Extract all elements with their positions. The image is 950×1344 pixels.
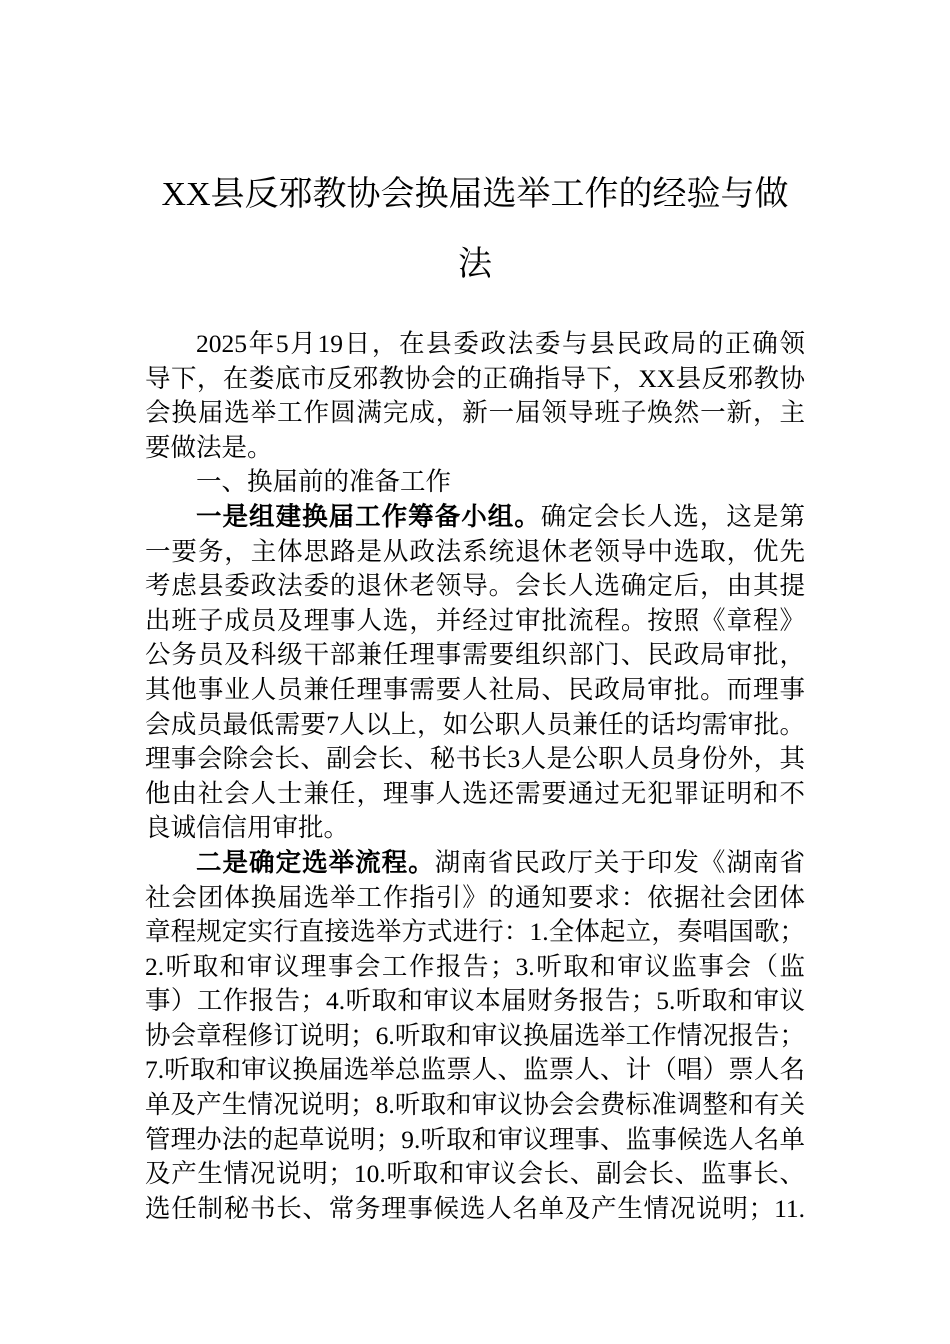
text-line [145,881,805,916]
bold-lead-in: 一是组建换届工作筹备小组。 [196,501,541,531]
line-text: 确定会长人选，这是第 [540,501,805,531]
line-text: 事）工作报告；4.听取和审议本届财务报告；5.听取和审议 [145,986,805,1016]
text-line [145,1088,805,1123]
line-text: 会换届选举工作圆满完成，新一届领导班子焕然一新，主 [145,398,805,428]
text-line [145,535,805,570]
line-text: 公务员及科级干部兼任理事需要组织部门、民政局审批， [145,640,805,670]
line-text: 管理办法的起草说明；9.听取和审议理事、监事候选人名单 [145,1124,805,1154]
text-line [145,465,805,500]
line-text: 选任制秘书长、常务理事候选人名单及产生情况说明；11. [145,1193,805,1223]
line-text: 一要务，主体思路是从政法系统退休老领导中选取，优先 [145,536,805,566]
text-line [145,950,805,985]
document-body [145,327,805,1226]
text-line [145,673,805,708]
text-line [145,1123,805,1158]
text-line [145,742,805,777]
line-text: 湖南省民政厅关于印发《湖南省 [434,847,805,877]
line-text: 协会章程修订说明；6.听取和审议换届选举工作情况报告； [145,1020,805,1050]
line-text: 出班子成员及理事人选，并经过审批流程。按照《章程》 [145,605,805,635]
text-line [145,431,805,466]
document-title [140,160,810,300]
text-line [145,604,805,639]
line-text: 导下，在娄底市反邪教协会的正确指导下，XX县反邪教协 [145,363,805,393]
line-text: 良诚信信用审批。 [145,813,350,843]
text-line [145,638,805,673]
text-line [145,1053,805,1088]
text-line [145,396,805,431]
text-line [145,811,805,846]
line-text: 及产生情况说明；10.听取和审议会长、副会长、监事长、 [145,1159,805,1189]
line-text: 理事会除会长、副会长、秘书长3人是公职人员身份外，其 [145,744,805,774]
line-text: 考虑县委政法委的退休老领导。会长人选确定后，由其提 [145,571,805,601]
text-line [145,1192,805,1227]
bold-lead-in: 二是确定选举流程。 [196,847,435,877]
text-line [145,708,805,743]
line-text: 会成员最低需要7人以上，如公职人员兼任的话均需审批。 [145,709,805,739]
line-text: 要做法是。 [145,432,273,462]
text-line [145,1157,805,1192]
line-text: 7.听取和审议换届选举总监票人、监票人、计（唱）票人名 [145,1055,805,1085]
line-text: 章程规定实行直接选举方式进行：1.全体起立，奏唱国歌； [145,917,805,947]
line-text: 单及产生情况说明；8.听取和审议协会会费标准调整和有关 [145,1090,805,1120]
line-text: 他由社会人士兼任，理事人选还需要通过无犯罪证明和不 [145,778,805,808]
text-line [145,1019,805,1054]
text-line [145,846,805,881]
text-line [145,500,805,535]
text-line [145,569,805,604]
title-line-2: 法 [458,246,492,283]
line-text: 其他事业人员兼任理事需要人社局、民政局审批。而理事 [145,674,805,704]
title-line-1: XX县反邪教协会换届选举工作的经验与做 [161,176,789,213]
text-line [145,777,805,812]
line-text: 社会团体换届选举工作指引》的通知要求：依据社会团体 [145,882,805,912]
line-text: 2025年5月19日，在县委政法委与县民政局的正确领 [196,329,805,358]
text-line [145,915,805,950]
text-line [145,327,805,362]
line-text: 一、换届前的准备工作 [196,467,452,497]
line-text: 2.听取和审议理事会工作报告；3.听取和审议监事会（监 [145,951,805,981]
text-line [145,362,805,397]
text-line [145,984,805,1019]
